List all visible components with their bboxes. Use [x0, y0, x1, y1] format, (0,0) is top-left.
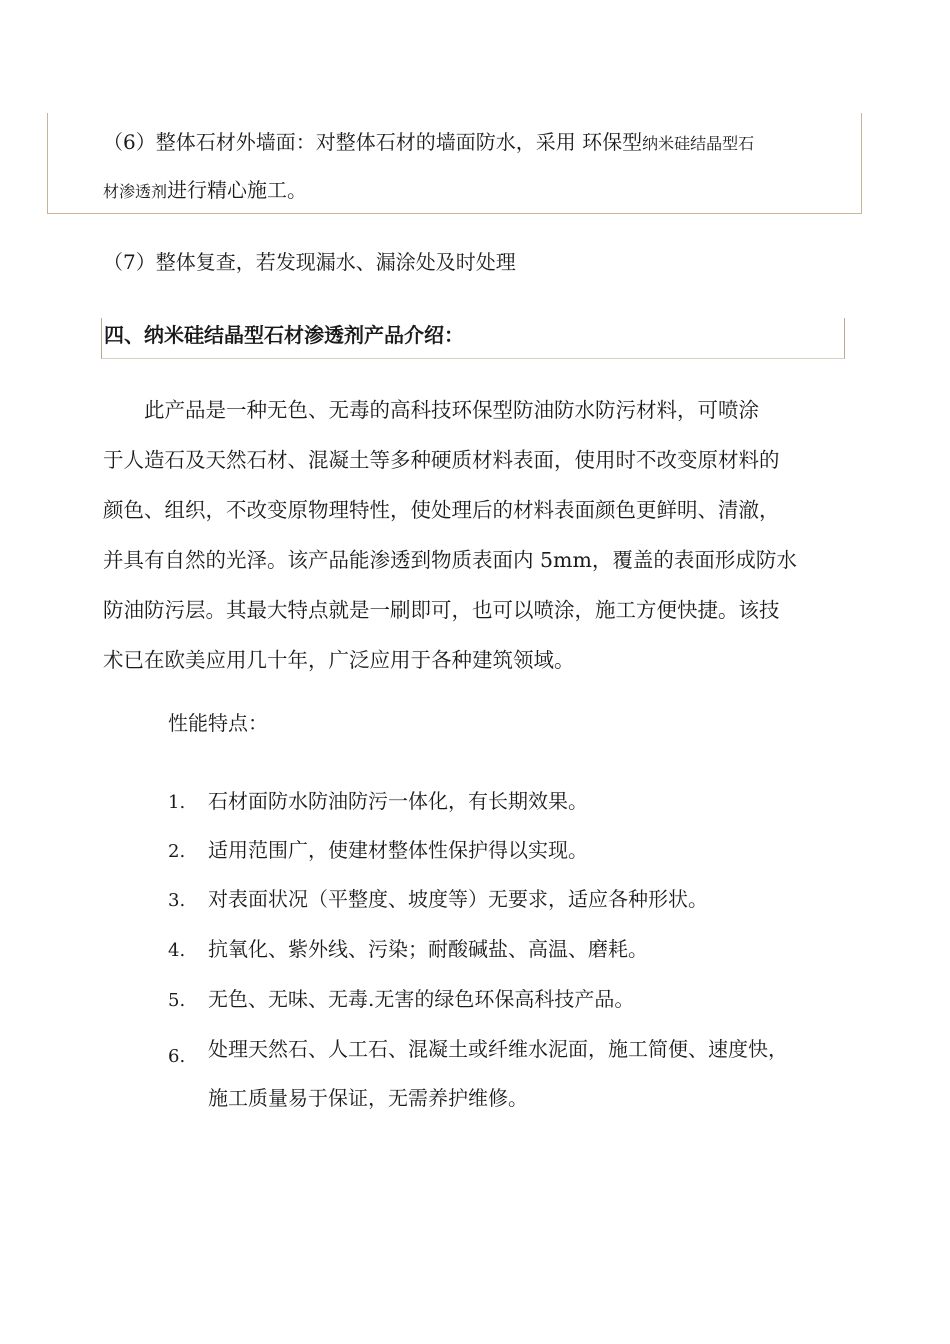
- features-title: 性能特点：: [168, 711, 268, 735]
- list-text: 抗氧化、紫外线、污染；耐酸碱盐、高温、磨耗。: [208, 937, 648, 961]
- list-text: 无色、无味、无毒.无害的绿色环保高科技产品。: [208, 987, 635, 1011]
- item6-line2-main: 进行精心施工。: [167, 178, 308, 202]
- list-item: [168, 785, 588, 814]
- list-item-continuation: 施工质量易于保证，无需养护维修。: [208, 1086, 528, 1110]
- item6-line1: [103, 126, 754, 155]
- item6-line1-small: 纳米硅结晶型石: [642, 134, 755, 153]
- item7-line: （7）整体复查，若发现漏水、漏涂处及时处理: [103, 250, 516, 274]
- list-text: 石材面防水防油防污一体化，有长期效果。: [208, 789, 588, 813]
- intro-line: 并具有自然的光泽。该产品能渗透到物质表面内 5mm，覆盖的表面形成防水: [103, 548, 797, 572]
- intro-line: 此产品是一种无色、无毒的高科技环保型防油防水防污材料，可喷涂: [103, 398, 759, 422]
- list-item: [168, 834, 588, 863]
- list-number: 2.: [168, 841, 186, 862]
- list-item: [168, 933, 648, 962]
- list-number: 6.: [168, 1046, 186, 1067]
- intro-line: 术已在欧美应用几十年，广泛应用于各种建筑领域。: [103, 648, 575, 672]
- list-text: 对表面状况（平整度、坡度等）无要求，适应各种形状。: [208, 887, 708, 911]
- item6-line1-main: （6）整体石材外墙面：对整体石材的墙面防水，采用 环保型: [103, 130, 643, 154]
- list-number: 4.: [168, 940, 186, 961]
- item6-line2-small: 材渗透剂: [103, 182, 168, 201]
- list-number: 5.: [168, 990, 186, 1011]
- list-number: 1.: [168, 792, 186, 813]
- section-heading: 四、纳米硅结晶型石材渗透剂产品介绍：: [104, 323, 464, 347]
- intro-line: 于人造石及天然石材、混凝土等多种硬质材料表面，使用时不改变原材料的: [103, 448, 780, 472]
- list-text: 适用范围广，使建材整体性保护得以实现。: [208, 838, 588, 862]
- item6-line2: [103, 174, 307, 203]
- list-text: 处理天然石、人工石、混凝土或纤维水泥面，施工简便、速度快，: [208, 1037, 788, 1061]
- list-item: [168, 883, 708, 912]
- list-number: 3.: [168, 890, 186, 911]
- intro-line: 防油防污层。其最大特点就是一刷即可，也可以喷涂，施工方便快捷。该技: [103, 598, 780, 622]
- list-item: [168, 1033, 788, 1067]
- list-item: [168, 983, 634, 1012]
- intro-paragraph: [103, 385, 843, 685]
- intro-line: 颜色、组织，不改变原物理特性，使处理后的材料表面颜色更鲜明、清澈，: [103, 498, 780, 522]
